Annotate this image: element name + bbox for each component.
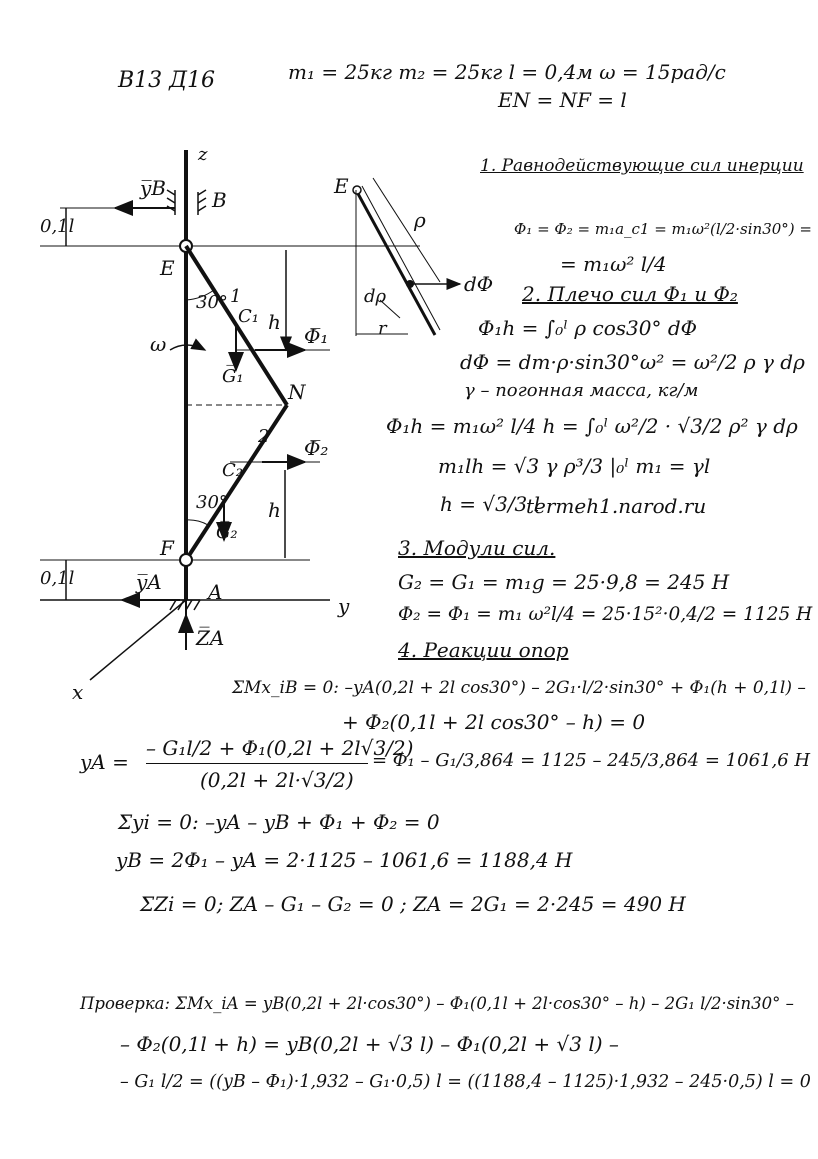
angle-top-label: 30° [196, 292, 228, 313]
z-axis-label: z [198, 144, 208, 165]
yA-denominator: (0,2l + 2l·√3/2) [200, 768, 354, 792]
point-b-label: B [212, 188, 227, 212]
check-line2: – Φ₂(0,1l + h) = yB(0,2l + √3 l) – Φ₁(0,2l + √3 l) – [120, 1032, 619, 1056]
yA-fraction-bar [146, 763, 368, 764]
dphi-label: dΦ [464, 272, 494, 296]
yB-result: yB = 2Φ₁ – yA = 2·1125 – 1061,6 = 1188,4 H [116, 848, 573, 872]
moment-equation-b-cont: + Φ₂(0,1l + 2l cos30° – h) = 0 [342, 710, 646, 734]
given-lengths: EN = NF = l [498, 88, 627, 112]
yA-result: = Φ₁ – G₁/3,864 = 1125 – 245/3,864 = 1061,6 H [372, 750, 811, 771]
section3-eq2: Φ₂ = Φ₁ = m₁ ω²l/4 = 25·15²·0,4/2 = 1125 H [398, 604, 813, 625]
variant-label: В13 Д16 [118, 68, 216, 93]
h-top-label: h [268, 310, 281, 334]
point-f-label: F [160, 536, 174, 560]
c2-label: C₂ [222, 460, 243, 481]
yA-lhs: yA = [80, 750, 129, 774]
check-line3: – G₁ l/2 = ((yB – Φ₁)·1,932 – G₁·0,5) l = ((1188,4 – 1125)·1,932 – 245·0,5) l = 0 [120, 1072, 811, 1092]
rho-label: ρ [414, 208, 426, 232]
x-axis [90, 600, 186, 680]
element-figure [353, 178, 460, 339]
dim-01l-bottom: 0,1l [40, 568, 75, 589]
phi2-label: Φ̅₂ [304, 436, 329, 460]
yA-label: y̅A [136, 570, 162, 594]
g2-label: G̅₂ [216, 522, 238, 543]
section1-eq2: = m₁ω² l/4 [560, 252, 667, 276]
section2-eq4: Φ₁h = m₁ω² l/4 h = ∫₀ˡ ω²/2 · √3/2 ρ² γ dρ [386, 414, 798, 438]
moment-equation-b: ΣMx_iB = 0: –yA(0,2l + 2l cos30°) – 2G₁·l/2·sin30° + Φ₁(h + 0,1l) – [232, 678, 806, 698]
section2-title: 2. Плечо сил Φ₁ и Φ₂ [522, 282, 738, 306]
section2-eq1: Φ₁h = ∫₀ˡ ρ cos30° dΦ [478, 316, 698, 340]
hinge-f [180, 554, 192, 566]
yB-label: y̅B [140, 176, 166, 200]
y-axis-label: y [338, 594, 350, 618]
site-watermark: termeh1.narod.ru [526, 494, 707, 518]
c1-label: C₁ [238, 306, 259, 327]
x-axis-label: x [72, 680, 84, 704]
drho-label: dρ [364, 286, 387, 307]
section2-eq3: γ – погонная масса, кг/м [464, 380, 699, 401]
zA-label: Z̅A [196, 626, 225, 650]
check-line1: Проверка: ΣMx_iA = yB(0,2l + 2l·cos30°) – Φ₁(0,1l + 2l·cos30° – h) – 2G₁ l/2·sin30° – [80, 994, 794, 1013]
phi1-label: Φ̅₁ [304, 324, 329, 348]
point-n-label: N [288, 380, 306, 404]
section3-title: 3. Модули сил. [398, 536, 556, 560]
section2-eq5: m₁lh = √3 γ ρ³/3 |₀ˡ m₁ = γl [438, 454, 711, 478]
point-a-label: A [208, 580, 223, 604]
dim-01l-top: 0,1l [40, 216, 75, 237]
yA-numerator: – G₁l/2 + Φ₁(0,2l + 2l√3/2) [146, 736, 414, 760]
angle-bottom-label: 30° [196, 492, 228, 513]
link2-number: 2 [258, 426, 270, 447]
sum-y-equation: Σyi = 0: –yA – yB + Φ₁ + Φ₂ = 0 [118, 810, 440, 834]
sum-z-equation: ΣZi = 0; ZA – G₁ – G₂ = 0 ; ZA = 2G₁ = 2·245 = 490 H [140, 892, 686, 916]
h-bottom-label: h [268, 498, 281, 522]
r-label: r [378, 318, 387, 339]
section4-title: 4. Реакции опор [398, 638, 569, 662]
section1-title: 1. Равнодействующие сил инерции [480, 156, 804, 176]
section2-eq2: dΦ = dm·ρ·sin30°ω² = ω²/2 ρ γ dρ [460, 350, 805, 374]
small-e-label: E [334, 174, 349, 198]
section2-eq6: h = √3/3 l [440, 492, 541, 516]
point-e-label: E [160, 256, 175, 280]
section1-eq1: Φ₁ = Φ₂ = m₁a_c1 = m₁ω²(l/2·sin30°) = [514, 220, 812, 238]
given-params: m₁ = 25кг m₂ = 25кг l = 0,4м ω = 15рад/c [288, 60, 726, 84]
g1-label: G̅₁ [222, 366, 244, 387]
omega-label: ω [150, 332, 167, 356]
link1-number: 1 [230, 286, 242, 307]
section3-eq1: G₂ = G₁ = m₁g = 25·9,8 = 245 H [398, 570, 730, 594]
